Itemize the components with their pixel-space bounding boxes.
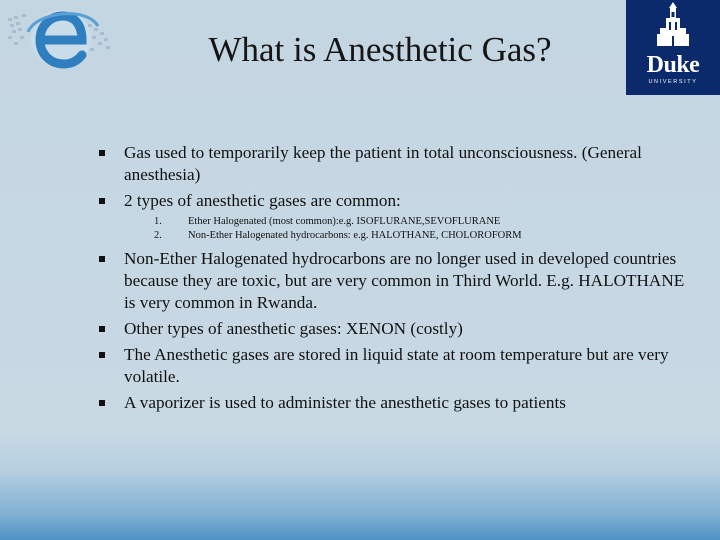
square-bullet-icon — [99, 256, 105, 262]
square-bullet-icon — [99, 198, 105, 204]
sub-item-text: Non-Ether Halogenated hydrocarbons: e.g. HALOTHANE, CHOLOROFORM — [188, 230, 522, 241]
university-subtext: UNIVERSITY — [648, 79, 698, 85]
duke-university-logo — [626, 0, 720, 95]
sub-item-text: Ether Halogenated (most common):e.g. ISOFLURANE,SEVOFLURANE — [188, 216, 501, 227]
bullet-item — [96, 318, 686, 340]
bullet-text: A vaporizer is used to administer the anesthetic gases to patients — [124, 393, 566, 412]
bullet-item — [96, 190, 686, 243]
bullet-text: Other types of anesthetic gases: XENON (costly) — [124, 319, 463, 338]
slide-title: What is Anesthetic Gas? — [208, 30, 552, 69]
bullet-item — [96, 142, 686, 186]
square-bullet-icon — [99, 352, 105, 358]
sub-item-number: 1. — [154, 216, 162, 227]
duke-wordmark: Duke — [646, 52, 700, 78]
bullet-text: 2 types of anesthetic gases are common: — [124, 191, 401, 210]
square-bullet-icon — [99, 150, 105, 156]
bullet-item — [96, 344, 686, 388]
square-bullet-icon — [99, 400, 105, 406]
bullet-item — [96, 392, 686, 414]
bullet-text: Gas used to temporarily keep the patient in total unconsciousness. (General anesthesia) — [124, 143, 642, 184]
bullet-text: The Anesthetic gases are stored in liquid state at room temperature but are very volatile. — [124, 345, 669, 386]
sub-item-number: 2. — [154, 230, 162, 241]
bullet-item — [96, 248, 686, 314]
square-bullet-icon — [99, 326, 105, 332]
sub-item — [124, 229, 686, 243]
bullet-text: Non-Ether Halogenated hydrocarbons are no longer used in developed countries because they are toxic, but are very common in Third World. E.g. HALOTHANE is very common in Rwanda. — [124, 249, 685, 312]
bullet-list — [96, 142, 686, 418]
sub-list — [124, 215, 686, 243]
sub-item — [124, 215, 686, 229]
chapel-icon — [626, 0, 720, 52]
e-globe-logo-icon — [6, 2, 116, 74]
